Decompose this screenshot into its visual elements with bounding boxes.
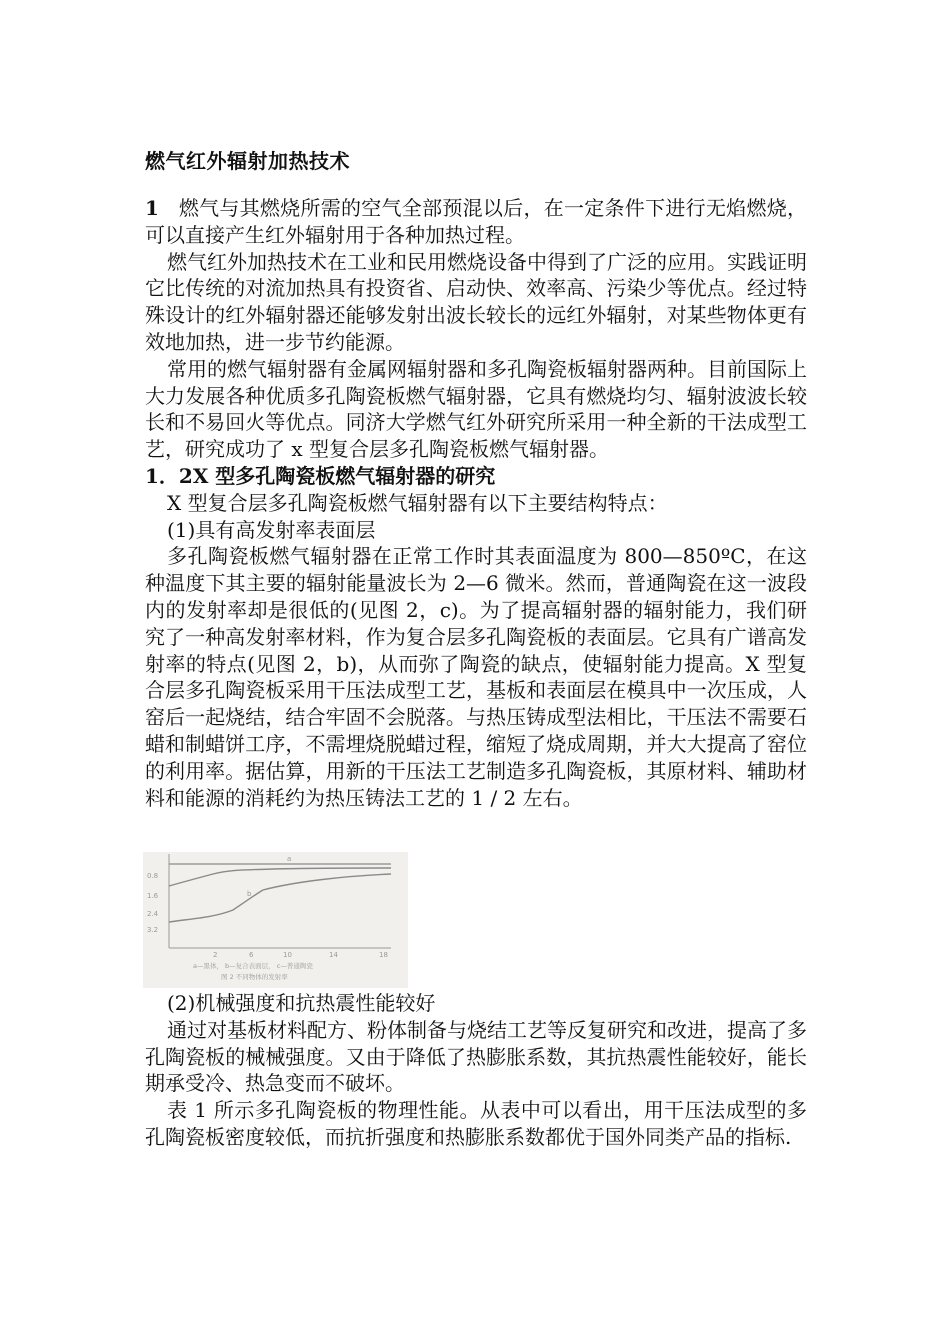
x-tick-3: 14 [329, 951, 338, 959]
item-2-text: 通过对基板材料配方、粉体制备与烧结工艺等反复研究和改进，提高了多孔陶瓷板的械械强度。又由于降低了热膨胀系数，其抗热震性能较好，能长期承受冷、热急变而不破坏。 [145, 1017, 807, 1096]
section-2-continued [145, 990, 807, 1151]
section-2-heading: 1．2X 型多孔陶瓷板燃气辐射器的研究 [145, 463, 496, 488]
paragraph-1 [145, 195, 807, 249]
item-2-title: (2)机械强度和抗热震性能较好 [167, 991, 436, 1015]
figure-legend: a—黑体， b—复合表面层， c—普通陶瓷 [193, 962, 313, 970]
x-tick-0: 2 [213, 951, 218, 959]
y-tick-3: 3.2 [147, 926, 159, 934]
x-tick-2: 10 [283, 951, 292, 959]
y-tick-0: 0.8 [147, 872, 159, 880]
section-2-intro: X 型复合层多孔陶瓷板燃气辐射器有以下主要结构特点： [167, 490, 668, 515]
paragraph-1-text: 燃气与其燃烧所需的空气全部预混以后，在一定条件下进行无焰燃烧，可以直接产生红外辐射用于各种加热过程。 [145, 196, 807, 247]
x-tick-4: 18 [379, 951, 388, 959]
section-1 [145, 195, 807, 811]
item-1-text: 多孔陶瓷板燃气辐射器在正常工作时其表面温度为 800—850ºC，在这种温度下其主要的辐射能量波长为 2—6 微米。然而，普通陶瓷在这一波段内的发射率却是很低的(见图 2，c)。为了提高辐射器的辐射能力，我们研究了一种高发射率材料，作为复合层多孔陶瓷板的表面层。它具有广谱高发射率的特点(见图 2，b)，从而弥了陶瓷的缺点，使辐射能力提高。X 型复合层多孔陶瓷板采用干压法成型工艺，基板和表面层在模具中一次压成，人窑后一起烧结，结合牢固不会脱落。与热压铸成型法相比，干压法不需要石蜡和制蜡饼工序，不需埋烧脱蜡过程，缩短了烧成周期，并大大提高了窑位的利用率。据估算，用新的干压法工艺制造多孔陶瓷板，其原材料、辅助材料和能源的消耗约为热压铸法工艺的 1 / 2 左右。 [145, 544, 807, 810]
item-1-title: (1)具有高发射率表面层 [167, 517, 376, 542]
paragraph-2: 燃气红外加热技术在工业和民用燃烧设备中得到了广泛的应用。实践证明它比传统的对流加热具有投资省、启动快、效率高、污染少等优点。经过特殊设计的红外辐射器还能够发射出波长较长的远红外辐射，对某些物体更有效地加热，进一步节约能源。 [145, 249, 807, 354]
paragraph-3: 常用的燃气辐射器有金属网辐射器和多孔陶瓷板辐射器两种。目前国际上大力发展各种优质多孔陶瓷板燃气辐射器，它具有燃烧均匀、辐射波波长较长和不易回火等优点。同济大学燃气红外研究所采用一种全新的干法成型工艺，研究成功了 x 型复合层多孔陶瓷板燃气辐射器。 [145, 356, 807, 462]
section-number: 1 [145, 196, 159, 220]
document-title: 燃气红外辐射加热技术 [145, 149, 350, 173]
y-tick-1: 1.6 [147, 892, 159, 900]
item-2-text-2: 表 1 所示多孔陶瓷板的物理性能。从表中可以看出，用干压法成型的多孔陶瓷板密度较低，而抗折强度和热膨胀系数都优于国外同类产品的指标. [145, 1098, 807, 1149]
x-tick-1: 6 [249, 951, 254, 959]
y-tick-2: 2.4 [147, 910, 159, 918]
emissivity-chart [143, 852, 408, 988]
curve-label-a: a [287, 855, 292, 863]
emissivity-figure [143, 852, 408, 988]
curve-label-b: b [247, 890, 252, 898]
figure-caption: 图 2 不同物体的发射率 [221, 973, 288, 981]
